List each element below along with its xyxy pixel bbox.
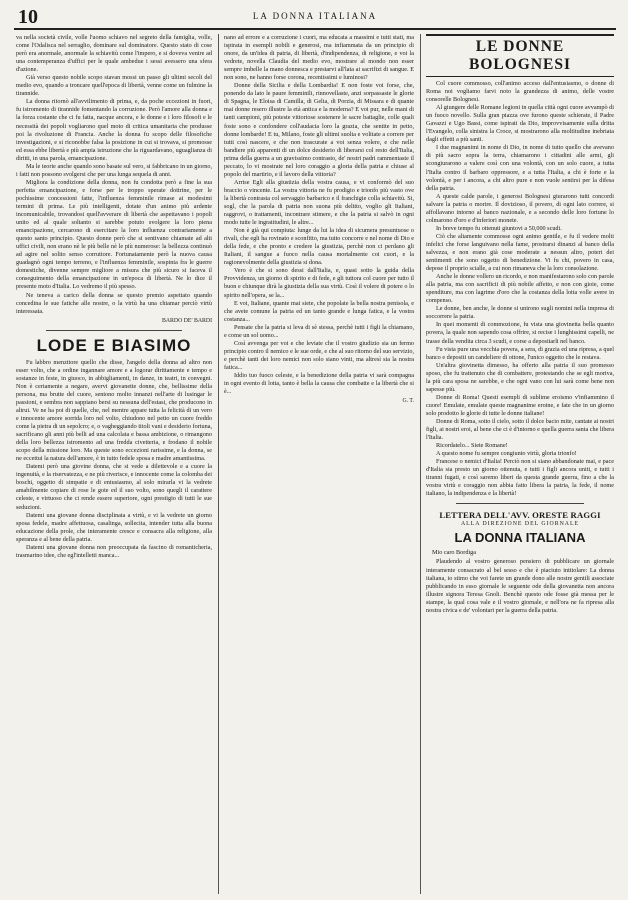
running-title: LA DONNA ITALIANA — [252, 11, 378, 21]
article-paragraph: Ciò che altamente commosse ogni animo gentile, e fu il vedere molti infelici che forse languivano nella fame, prostrarsi dinanzi al banco della salvezza, e non erano già cose moderate a nessun altro, poteri dei sentimenti che sono oggetto di benedizione. Vi fu chi, povero in casa, depose il proprio scialle, a cui non rimaneva che la loro consolazione. — [426, 232, 614, 273]
article-paragraph: Pensate che la patria si leva di sè stessa, perchè tutti i figli la chiamano, e come un sol uomo... — [224, 323, 414, 339]
section-title-box — [426, 34, 614, 77]
article-paragraph: E voi, Italiane, quante mai siete, che popolate la bella nostra penisola, e che avete comune la patria ed un tanto grande e lunga fatica, e la vostra costanza... — [224, 299, 414, 323]
article-paragraph: Anche le donne vollero un ricordo, e non manifestarono solo con parole alla patria, ma con sacrificii di più nobile affetto, e non con gioie, come spenditure, ma con lagrime d'oro che la costanza della lotta volle avere in compenso. — [426, 273, 614, 305]
article-paragraph: nano ad errore e a corruzione i cuori, ma educata a massimi e tutti stati, ma ispirata in esempli nobili e generosi, ma infiammata da un principio di onore, da un'idea di patria, di libertà, d'indipendenza, di religione, e voi la vedrete, novella Claudia del medio evo, mostrare al mondo non esser sempre imbelle la mano donnesca e prestarvi all'lata ai sacrifizi di sangue. E non sono, ne hanno forse corona, recentissimi e luminosi? — [224, 34, 414, 82]
article-signature: G. T. — [402, 398, 414, 405]
column-1 — [16, 34, 212, 894]
article-paragraph: Al giungere delle Romane legioni in quella città ogni cuore avvampò di un fuoco novello. Sulla gran piazza ove furono queste schierate, il Padre Gavazzi e Ugo Bassi, come ispirati da Dio, improvvisamente sulla dritta l'Evangelo, colla sinistra la Croce, si mostrarono alla moltitudine inebriata dagli effetti a più santi. — [426, 104, 614, 144]
article-paragraph: A questo nome fu sempre congiunto virtù, gloria trionfo! — [436, 450, 577, 458]
column-3 — [426, 34, 614, 894]
article-paragraph: Migliora la condizione della donna, non fu condotta però a fine la sua perfetta emancipazione, e forse per le troppo sperate dottrine, per le pochissime concessioni fatte, l'influenza femminile rimase ai modesimi termini di prima. Le più intelligenti, dotate d'un animo più ardente incomunicabile, trovandosi quell'avverare di libertà che aspettavano i popoli unito ed al quale soltanto si sarebbe potuto svolgere la loro piena emancipazione, cercarono di esercitare la loro influenza contrariamente a questo santo principio. Questo donne però che si sentivano chiamate ad alti uffici civili, non erano nè le più belle nè le più numerose: la bellezza continuò ad agire nel solito senso corruttore. Fortunatamente però la nuova causa guadagnò ogni tempo terreno, e l'influenza femminile, sospinta fra le guerre domestiche, divenne sempre migliore a misura che più sicuro si faceva il conseguimento della emancipazione in un'epoca di libertà. Ne lo dice il presente moto d'Italia. Lo vedremo il più spesso. — [16, 178, 212, 291]
article-paragraph: Le donne, ben anche, le donne si unirono sugli nomini nella impresa di soccorrere la patria. — [426, 305, 614, 321]
article-paragraph: Fu labbro menzitore quello che disse, l'angelo della donna ad altro non esser volto, che a ordine ingannare amore e a logorar dirittamente e tempo e sostanze in feste, in giuoco, in abbigliamenti, in danze, in teatri, in convegni. Non è certamente a negare, avervi giovanette donne, che, bellissime della persona, ma brutte del cuore, sentono molto innanzi nell'arte di lusingar le passioni, e sembra non sappiano bersi su nessuna dell'estasi, che producono in altrui. Ve ne ha poi di quelle, che, nel mentre appare tutta la felicità di un vero e innocente amore sorrida loro nel volto, chiudono nel petto un cuore freddo come la pietra di un sepolcro; e, o vagheggiando titoli vani e desiderio fortuna, sacrificano gli anni più belli ad una calcolata e bassa ambizione, o rimangono della loro bellezza istromento ad una fredda civetteria, e frodano il nobile scopo della missione loro. Ma queste sono eccezioni rarissime, e la donna, se ne eccettui la natura dell'amore, è in tutto fedele sposa e madre amantissima. — [16, 358, 212, 463]
article-paragraph: Datemi una giovane donna non preoccupata da fascino di romanticheria, trasmarino idee, che egl'intelletti manca... — [16, 543, 212, 559]
article-paragraph: Fu vista pure una vecchia povera, a sera, di grazia ed una ripresa, a quel banco e depositi un candeliere di ottone, l'unico oggetto che le restava. — [426, 345, 614, 361]
article-paragraph: In breve tempo fu ottenuti giuntovi a 50,000 scudi. — [436, 224, 562, 232]
section-divider — [46, 330, 182, 331]
article-paragraph: In quei momenti di commozione, fu vista una giovinetta bella quanto povera, la quale non sapendo cosa offrire, si recise i lunghissimi capelli, ne trasse della vendita circa 3 scudi, e corse a depositarli nel banco. — [426, 321, 614, 345]
article-paragraph: Plaudendo al vostro generoso pensiero di pubblicare un giornale interamente consacrato al bel sesso e che è piaciuto intitolare: La donna italiana, io stimo che voi farete un grande dono alle nostre gentili associate pubblicando in esso giornale le seguente ode della giovanetta non ancora illustre signora Teresa Gnoli. Benchè questo ode fosse già messa per le stampe, la qual cosa vale e il vostro giornale, e nell'ora ne fa ripresa alla nostra civica e de' volontari per la guerra della patria. — [426, 558, 614, 614]
page-number: 10 — [18, 6, 38, 28]
letter-paper-name: LA DONNA ITALIANA — [454, 530, 586, 546]
article-paragraph: Iddio tuo fuoco celeste, e la benedizione della patria vi sarà compagna in ogni evento di lotta, tanto è bella la causa che combatte e la libertà che si è... — [224, 371, 414, 396]
article-paragraph: Un'altra giovinetta dimesso, ha offerto alla patria il suo promesso sposo, che fu trattenuto che di combattere, protestando che se egli moriva, la più cara sposa ne sarebbe, e che ogni vano con lui sarà come bene non sapesse più. — [426, 361, 614, 393]
article-paragraph: La donna ritornò all'avvilimento di prima, e, da poche eccezioni in fuori, fu istromento di tirannide fomentando la corruzione. Però l'amore alla donna e la forza costante che ci fu fatta, nacque ancora, e le donne e i loro filosofi e le necessità dei popoli vogliarono quel moto di critica umanitaria che produsse poi la rivoluzione di Francia. Anche la donna fu scopo delle filosofiche investigazioni, e si riconobbe falsa la posizione in cui si trovava, si promosse ed essa ebbe libertà e più ampia istruzione che la riguardavano, uguaglianza di diritti, in una parola, emancipazione. — [16, 98, 212, 162]
article-paragraph: va nella società civile, volle l'uomo schiavo nel segreto della famiglia, volle, come l'Odalisca nel serraglio, dominare sul dominatore. Questo stato di cose però era anormale, anormale la schiavitù come l'impero, e si doveva venire ad una contemperanza d'uffici per le quale ambedue i sessi avessero una sfera d'azione. — [16, 34, 212, 74]
article-paragraph: Datemi una giovane donna disciplinata a virtù, e vi la vedrete un giorno sposa fedele, madre affettuosa, casalinga, sollecita, intender tutta alla buona educazione della prole, che interamente cresce e consacra alla religione, alla speranza e al bene della patria. — [16, 511, 212, 543]
section-title: LE DONNE BOLOGNESI — [468, 38, 572, 73]
article-paragraph: Donne di Roma, sotto il cielo, sotto il dolce bacio mite, cantate ai nostri figli, ai nostri eroi, al bene che ci è d'intorno e quella guerra santa che libera l'Italia. — [426, 417, 614, 442]
article-signature: BARDO DE' BARDI — [162, 317, 212, 324]
column-2 — [224, 34, 414, 894]
article-paragraph: Così avvenga per voi e che leviate che il vostro giudizio sia un fermo principio contro il nemico e le sue orde, e che al suo ritorno del suo servizio, e perchè tanti dei loro nemici non solo siano vinti, ma altresì sia la nostra fatica... — [224, 339, 414, 371]
column-rule — [420, 34, 421, 894]
article-paragraph: Ma le teorie anche quando sono basate sul vero, si fabbricano in un giorno, i fatti non possono svolgersi che per una lunga sequela di anni. — [16, 162, 212, 178]
article-paragraph: Ne teneva a carico della donna se questo premio aspettato quando concedina le sue fatiche alle nostre, o la virtù ha una chiamar perciò virtù interessata. — [16, 291, 212, 315]
letter-subtitle: ALLA DIREZIONE DEL GIORNALE — [460, 521, 580, 528]
article-paragraph: Già verso questo nobile scopo stavan mossi un passo gli ultimi secoli del medio evo, quando a troncare quell'epoca di libertà, venne come un fulmine la tirannide. — [16, 74, 212, 98]
column-rule — [218, 34, 219, 894]
letter-title: LETTERA DELL'AVV. ORESTE RAGGI — [439, 510, 601, 521]
article-paragraph: Donne della Sicilia e della Lombardia! E non foste voi forse, che, ponendo da lato le paure femminili, rinnovellaste, anzi sorpassaste le glorie di Spagna, le Eloisa di Camilla, di Gelia, di Porzia, di Missara e di quante mai donne resero illustre la età antica e la moderna? E voi pur, nelle mani di tanti campioni, più poteste vittoriose sostenere le sacre battaglie, colle quali foste sono e confondere coll'audacia loro la grazia, che sentite in petto, donne lombarde! E tu, Milano, foste gli ultimi suolta e volitate a correre per tutti così nascere, e che non trascurate a voi senza volere, e che nelle bandiere più apparenti di un dolce desiderio di liberarsi col resto dell'Italia, prima della guerra a un gravissimo contrasto, de' nostri padri rammentaste il peccato, lo vi mostrate nel loro coraggio a gloria della patria e chiuse al popolo del martirio, e il lavoro della vittoria? — [224, 82, 414, 178]
section-title: LODE E BIASIMO — [36, 335, 192, 355]
article-paragraph: Donne di Roma! Questi esempli di sublime eroismo v'infiammino il cuore! Emulate, emulate queste magnanime eroine, e fate che in un giorno solo prodotto le glorie di tutte le donne italiane! — [426, 393, 614, 417]
section-divider — [456, 503, 584, 504]
article-paragraph: Ricordatelo... Siete Romane! — [436, 442, 508, 450]
letter-salutation: Mio caro Bordiga — [432, 549, 476, 557]
article-paragraph: Col cuore commosso, coll'animo acceso dall'entusiasmo, o donne di Roma noi vogliamo farvi noto la grandezza di animo, delle vostre consorelle Bolognesi. — [426, 80, 614, 104]
article-paragraph: Vero è che si sono dessi dall'Italia, e, quasi sotto la guida della Provvidenza, un giorno di spirito e di fede, e gli tuttora col cuore per tutto il buon e chiunque dirà la giustizia della sua virtù. Così il volere di potere o lo spirito nell'opera, se la... — [224, 267, 414, 299]
article-paragraph: Non è già qui compiuta: lunge da lui la idea di sicumera presuntuose o rivali, che egli ha rovinato e sconfitto, ma tutto concorre e nel nome di Dio e della fede, e che pronto e credere la giustizia, perchè non ci perdano gli Italiani, il sangue a fuoco nella causa mortalmente coi cuori, e la ragionevolmente della giustizia si dona. — [224, 227, 414, 267]
article-paragraph: A queste calde parole, i generosi Bolognesi giurarono tutti concordi salvare la patria o morire. Il dovizioso, il povero, di ogni lato correre, si affollavano intorno al banco nazionale, e a secondo delle loro fortune lo colmarono d'oro e d'inferiori monete. — [426, 192, 614, 224]
article-paragraph: Arrise Egli alla giustizia della vostra causa, e vi conformò del suo braccio o vincente. La vostra vittoria ne fu prodigio e trionfo più vasto ove la libertà contrasta col servaggio barbarico e il franchigie colla schiavitù. Si, sogl, che la parola di patria non suona più delitto, voglio gli Italiani, raggrovi, o trattamenti, incontrare stimere, e che la patria si salvò in ogni modo tutte le ingratitudini, le altre... — [224, 178, 414, 227]
page-header — [14, 6, 616, 30]
article-paragraph: Datemi però una giovine donna, che si vede a dilettevole e a cuore la ingenuità, e la riservatezza, e ne più riverisce, e innocente come la colomba dei boschi, oggetto di simpatie e di entusiasmo, al solo mirarla vi la vedrete amabilmente copiare di rose le gote ed il suo volto, sono quegli il carattere celeste, e virtuoso che ci rende essere superiore, ogni prestigio di tutti le sue seduzioni. — [16, 463, 212, 511]
article-paragraph: I due magnanimi in nome di Dio, in nome di tutto quello che avevano di più sacro sopra la terra, chiamarono i cittadini alle armi, gli scongiurarono a valere così con una volontà, con un solo cuore, a tutta l'Italia contro il barbaro oppressore, e a tutta l'Italia, a chi è forte e la volontà, e per i ancora, a chi altro pure e non vuole sentirsi per la difesa della patria. — [426, 144, 614, 192]
article-paragraph: Francese o nemici d'Italia! Perciò non si siano abbandonate mai, e pace d'Italia sia presto un giorno ottenuta, e tutti i figli ancora uniti, e tutti i tiranni fugati, e così saremo liberi da questa grande guerra, fino a che la vostra virtù e coraggio non abbia fatto libera la patria, la fede, il nome italiano, la indipendenza e la libertà! — [426, 458, 614, 498]
